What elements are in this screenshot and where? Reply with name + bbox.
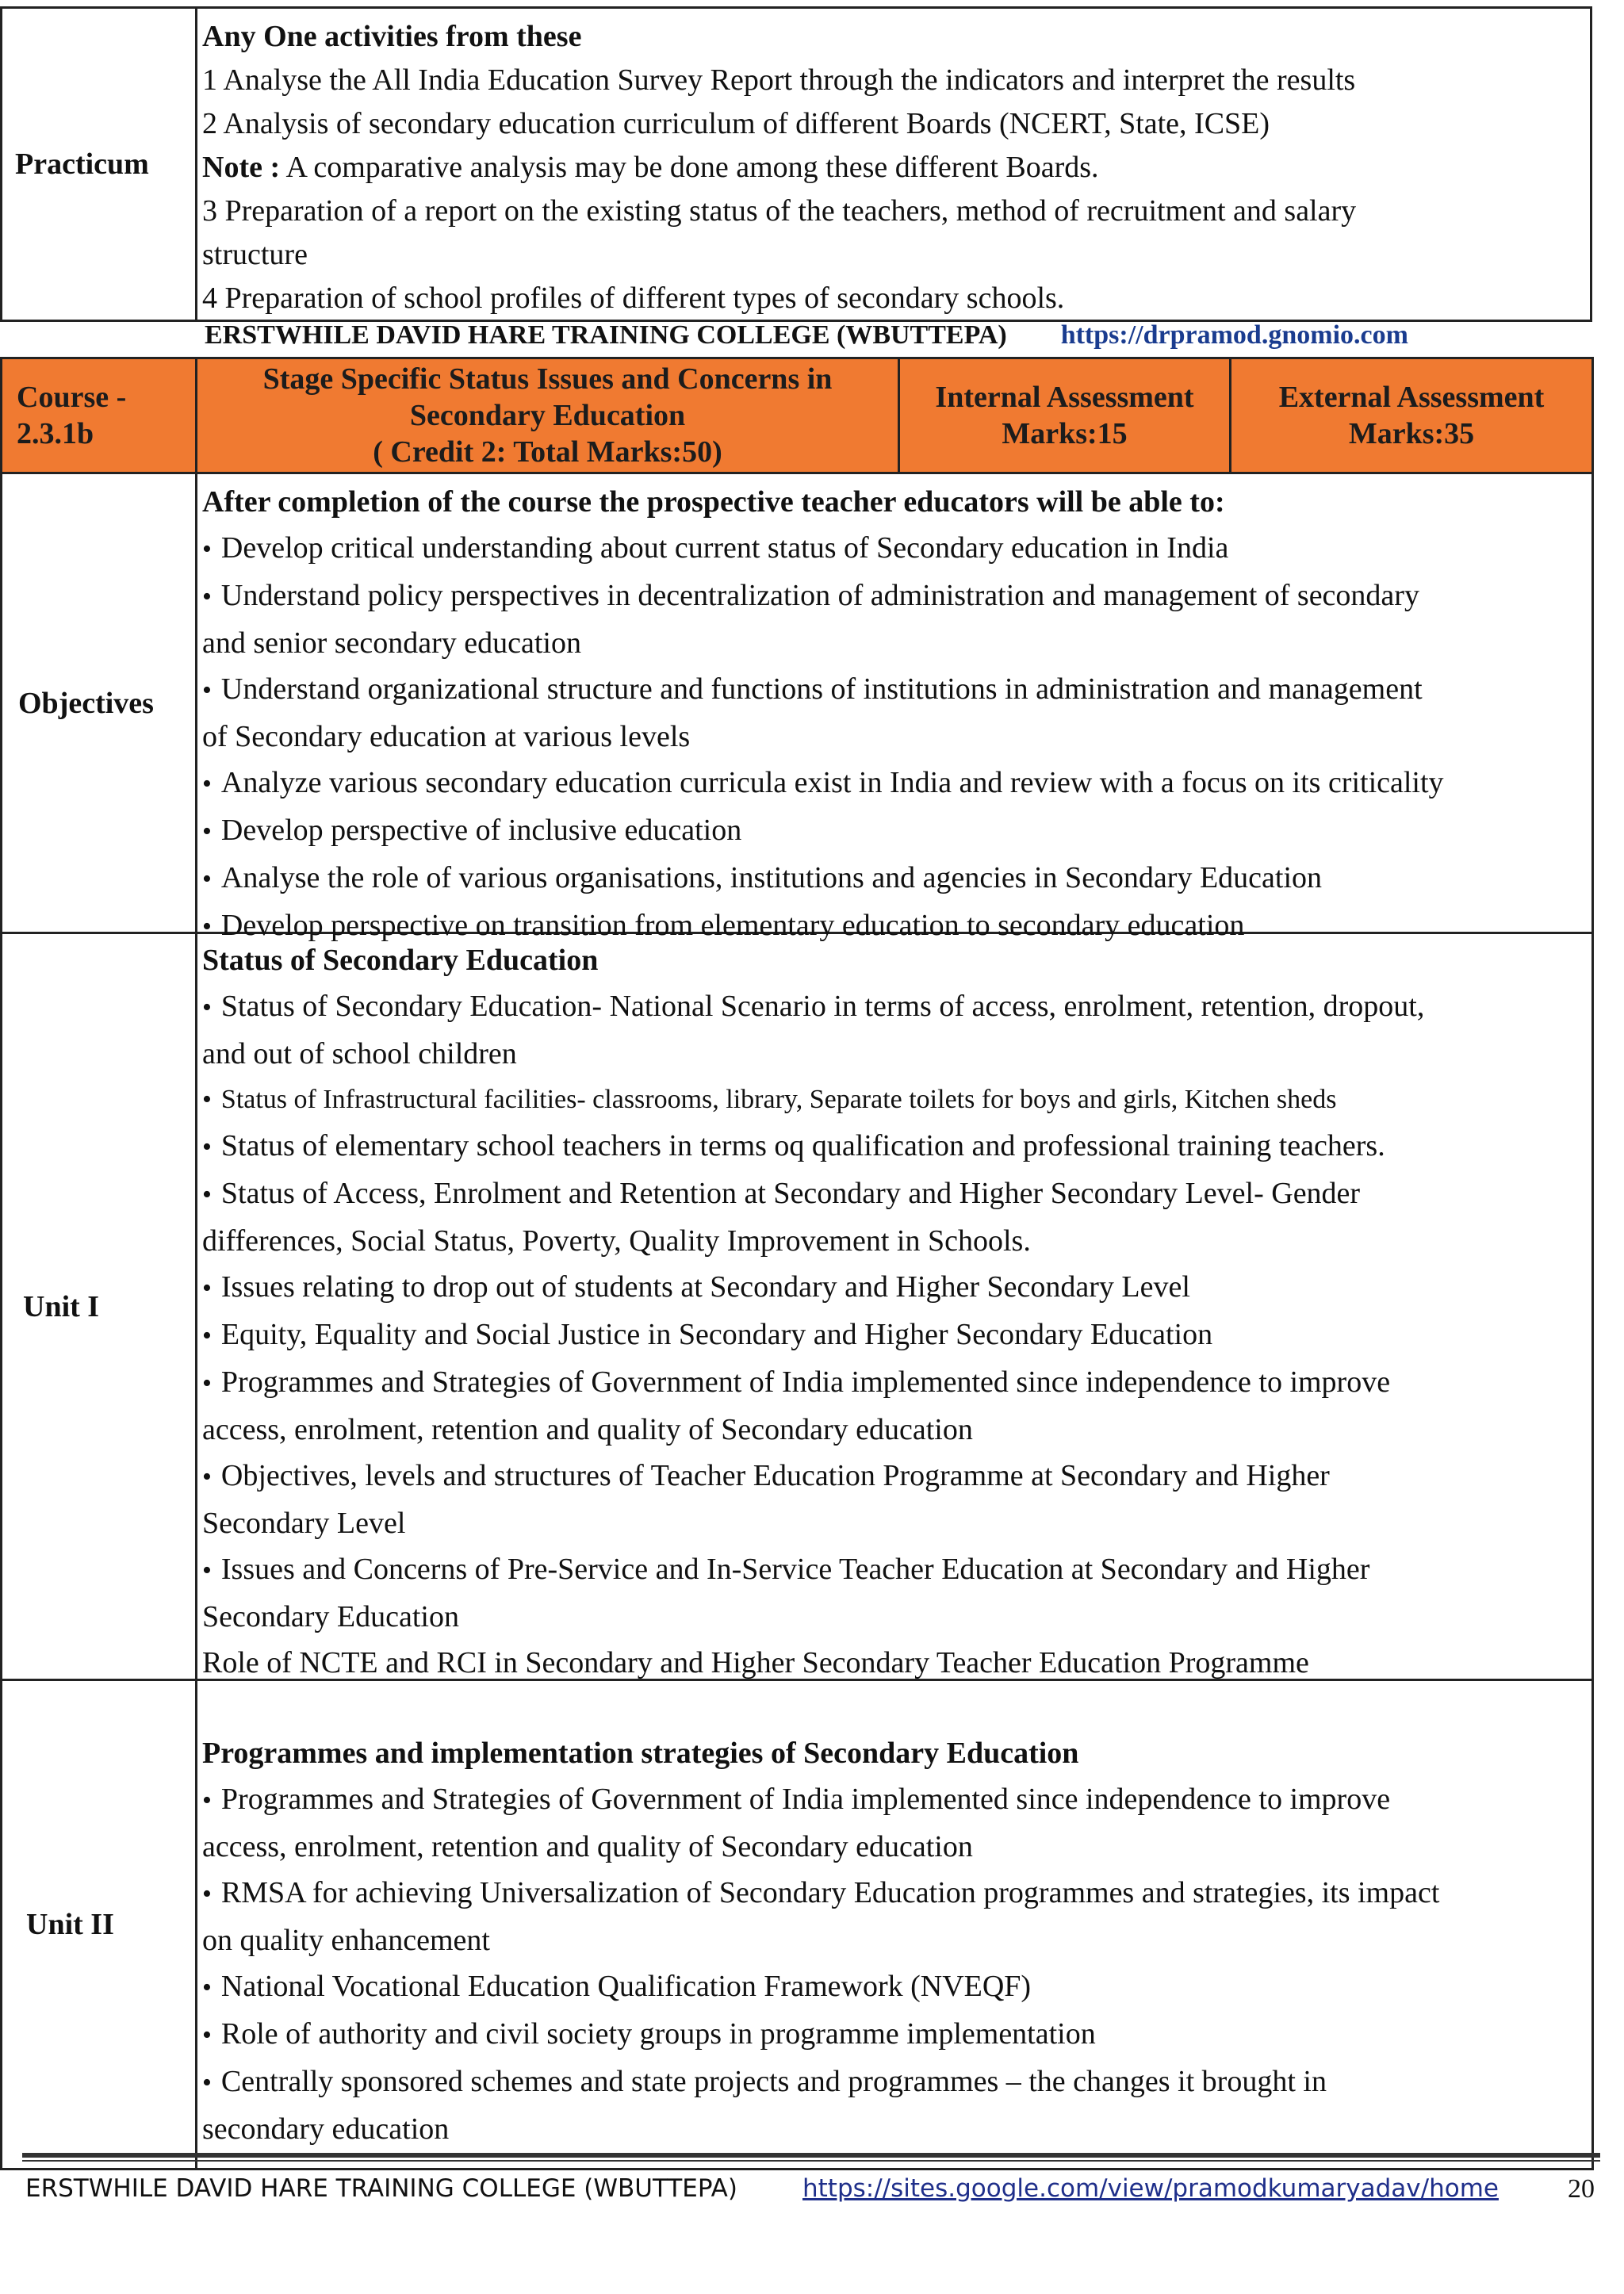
practicum-line-text: 2 Analysis of secondary education curriculum of different Boards (NCERT, State, ICSE) — [202, 107, 1270, 140]
objectives-line — [202, 666, 1582, 714]
unit1-line-text: differences, Social Status, Poverty, Quality Improvement in Schools. — [202, 1224, 1031, 1258]
practicum-line-text: 1 Analyse the All India Education Survey Report through the indicators and interpret the results — [202, 63, 1356, 97]
unit1-line — [202, 1594, 1582, 1640]
objectives-line — [202, 620, 1582, 666]
course-credit-line: ( Credit 2: Total Marks:50) — [373, 435, 722, 469]
practicum-line — [202, 277, 1580, 320]
practicum-label: Practicum — [2, 9, 197, 320]
unit1-line — [202, 1218, 1582, 1264]
objectives-line-text: Understand policy perspectives in decentralization of administration and management of secondary — [220, 579, 1419, 612]
unit2-line — [202, 2058, 1582, 2106]
internal-assessment-cell — [900, 359, 1231, 472]
practicum-line-text: structure — [202, 238, 308, 271]
unit1-line — [202, 1500, 1582, 1546]
unit1-line — [202, 1546, 1582, 1594]
unit2-line — [202, 1917, 1582, 1963]
footer — [25, 2174, 1624, 2203]
unit2-line-text: Role of authority and civil society groups in programme implementation — [220, 2017, 1096, 2051]
unit1-line — [202, 983, 1582, 1031]
unit1-line-text: Issues relating to drop out of students at Secondary and Higher Secondary Level — [220, 1270, 1190, 1304]
objectives-line-text: Analyze various secondary education curricula exist in India and review with a focus on its criticality — [220, 766, 1444, 799]
unit1-line-text: access, enrolment, retention and quality of Secondary education — [202, 1413, 973, 1446]
practicum-table — [0, 6, 1592, 322]
unit1-line-text: Role of NCTE and RCI in Secondary and Higher Secondary Teacher Education Programme — [202, 1646, 1309, 1679]
unit1-line-text: Status of Secondary Education — [202, 944, 599, 977]
unit2-line-text: access, enrolment, retention and quality of Secondary education — [202, 1830, 973, 1863]
practicum-line — [202, 146, 1580, 190]
objectives-line — [202, 479, 1582, 525]
objectives-line — [202, 714, 1582, 760]
course-code-cell — [2, 359, 197, 472]
course-header — [0, 357, 1594, 474]
objectives-line — [202, 760, 1582, 807]
unit2-line — [202, 1824, 1582, 1870]
footer-rule-thick — [22, 2153, 1600, 2158]
objectives-label: Objectives — [2, 474, 197, 932]
practicum-line — [202, 102, 1580, 146]
practicum-line — [202, 15, 1580, 59]
unit1-line — [202, 937, 1582, 983]
objectives-row — [2, 474, 1591, 942]
unit1-line — [202, 1123, 1582, 1170]
unit2-row — [2, 1681, 1591, 2168]
unit2-line — [202, 1730, 1582, 1776]
unit2-line-text: Centrally sponsored schemes and state projects and programmes – the changes it brought in — [220, 2065, 1327, 2098]
unit2-content — [202, 1730, 1582, 2168]
practicum-line-text: 4 Preparation of school profiles of different types of secondary schools. — [202, 281, 1065, 315]
unit1-line — [202, 1407, 1582, 1453]
objectives-line-text: Develop perspective on transition from elementary education to secondary education — [220, 909, 1245, 942]
mid-college-name: ERSTWHILE DAVID HARE TRAINING COLLEGE (WBUTTEPA) — [205, 320, 1007, 350]
practicum-line — [202, 59, 1580, 102]
practicum-line-prefix: Note : — [202, 151, 281, 184]
course-code: Course - 2.3.1b — [17, 381, 127, 450]
unit1-line — [202, 1312, 1582, 1359]
unit1-line — [202, 1453, 1582, 1500]
internal-assessment-label: Internal Assessment — [935, 381, 1194, 414]
course-body-table — [0, 472, 1594, 2170]
unit1-line-text: Objectives, levels and structures of Teacher Education Programme at Secondary and Higher — [220, 1459, 1330, 1492]
unit1-line-text: Status of Secondary Education- National Scenario in terms of access, enrolment, retention, dropout, — [220, 990, 1425, 1023]
unit2-line — [202, 1963, 1582, 2011]
objectives-line-text: After completion of the course the prospective teacher educators will be able to: — [202, 485, 1225, 519]
objectives-line — [202, 573, 1582, 620]
mid-banner — [205, 320, 1408, 350]
footer-rule-thin — [22, 2160, 1600, 2162]
unit2-line-text: Programmes and implementation strategies of Secondary Education — [202, 1737, 1079, 1770]
unit1-line-text: Secondary Level — [202, 1507, 406, 1540]
unit1-line-text: Equity, Equality and Social Justice in Secondary and Higher Secondary Education — [220, 1318, 1213, 1351]
unit2-line-text: National Vocational Education Qualification Framework (NVEQF) — [220, 1970, 1032, 2003]
objectives-line-text: Analyse the role of various organisations, institutions and agencies in Secondary Education — [220, 861, 1323, 894]
unit1-line-text: and out of school children — [202, 1037, 517, 1070]
unit1-content — [202, 937, 1582, 1679]
unit1-line-text: Secondary Education — [202, 1600, 459, 1633]
course-title-line1: Stage Specific Status Issues and Concerns in — [262, 362, 833, 396]
external-assessment-marks: Marks:35 — [1348, 417, 1475, 450]
unit1-line — [202, 1077, 1582, 1123]
unit1-label: Unit I — [2, 934, 197, 1679]
course-title-line2: Secondary Education — [409, 399, 686, 432]
unit1-line-text: Status of elementary school teachers in terms oq qualification and professional training teachers. — [220, 1129, 1385, 1162]
footer-college-name: ERSTWHILE DAVID HARE TRAINING COLLEGE (WBUTTEPA) — [25, 2174, 737, 2203]
unit1-line-text: Programmes and Strategies of Government of India implemented since independence to improve — [220, 1365, 1391, 1399]
practicum-line-text: 3 Preparation of a report on the existing status of the teachers, method of recruitment and salary — [202, 194, 1357, 228]
external-assessment-label: External Assessment — [1278, 381, 1545, 414]
unit1-line-text: Issues and Concerns of Pre-Service and In-Service Teacher Education at Secondary and Higher — [220, 1553, 1370, 1586]
page-number: 20 — [1568, 2174, 1595, 2204]
objectives-content — [202, 479, 1582, 942]
unit2-line-text: RMSA for achieving Universalization of Secondary Education programmes and strategies, its impact — [220, 1876, 1440, 1909]
footer-url-link[interactable]: https://sites.google.com/view/pramodkumaryadav/home — [802, 2174, 1499, 2203]
objectives-line-text: and senior secondary education — [202, 626, 581, 660]
unit1-line — [202, 1031, 1582, 1077]
objectives-line-text: Develop critical understanding about current status of Secondary education in India — [220, 531, 1229, 565]
unit2-line — [202, 2011, 1582, 2058]
unit2-line-text: on quality enhancement — [202, 1924, 490, 1957]
unit2-line — [202, 1870, 1582, 1917]
objectives-line — [202, 807, 1582, 855]
unit1-line-text: Status of Infrastructural facilities- classrooms, library, Separate toilets for boys and girls, Kitchen sheds — [220, 1085, 1337, 1114]
unit2-line — [202, 1776, 1582, 1824]
objectives-line — [202, 525, 1582, 573]
unit1-line — [202, 1640, 1582, 1686]
unit2-line-text: Programmes and Strategies of Government of India implemented since independence to improve — [220, 1783, 1391, 1816]
practicum-line — [202, 190, 1580, 233]
internal-assessment-marks: Marks:15 — [1002, 417, 1128, 450]
unit1-line — [202, 1264, 1582, 1312]
unit2-line-text: secondary education — [202, 2112, 450, 2146]
unit2-line — [202, 2106, 1582, 2152]
objectives-line-text: Understand organizational structure and functions of institutions in administration and management — [220, 672, 1423, 706]
objectives-line-text: Develop perspective of inclusive education — [220, 814, 742, 847]
practicum-line-text: A comparative analysis may be done among these different Boards. — [280, 151, 1099, 184]
unit1-line-text: Status of Access, Enrolment and Retention at Secondary and Higher Secondary Level- Gender — [220, 1177, 1361, 1210]
objectives-line — [202, 855, 1582, 902]
objectives-line-text: of Secondary education at various levels — [202, 720, 691, 753]
practicum-line-text: Any One activities from these — [202, 20, 582, 53]
practicum-line — [202, 233, 1580, 277]
practicum-content — [202, 15, 1580, 320]
unit1-line — [202, 1359, 1582, 1407]
mid-url-link[interactable]: https://drpramod.gnomio.com — [1060, 320, 1408, 350]
unit2-label: Unit II — [2, 1681, 197, 2168]
course-title-cell — [197, 359, 900, 472]
unit1-line — [202, 1170, 1582, 1218]
unit1-row — [2, 934, 1591, 1681]
external-assessment-cell — [1231, 359, 1591, 472]
